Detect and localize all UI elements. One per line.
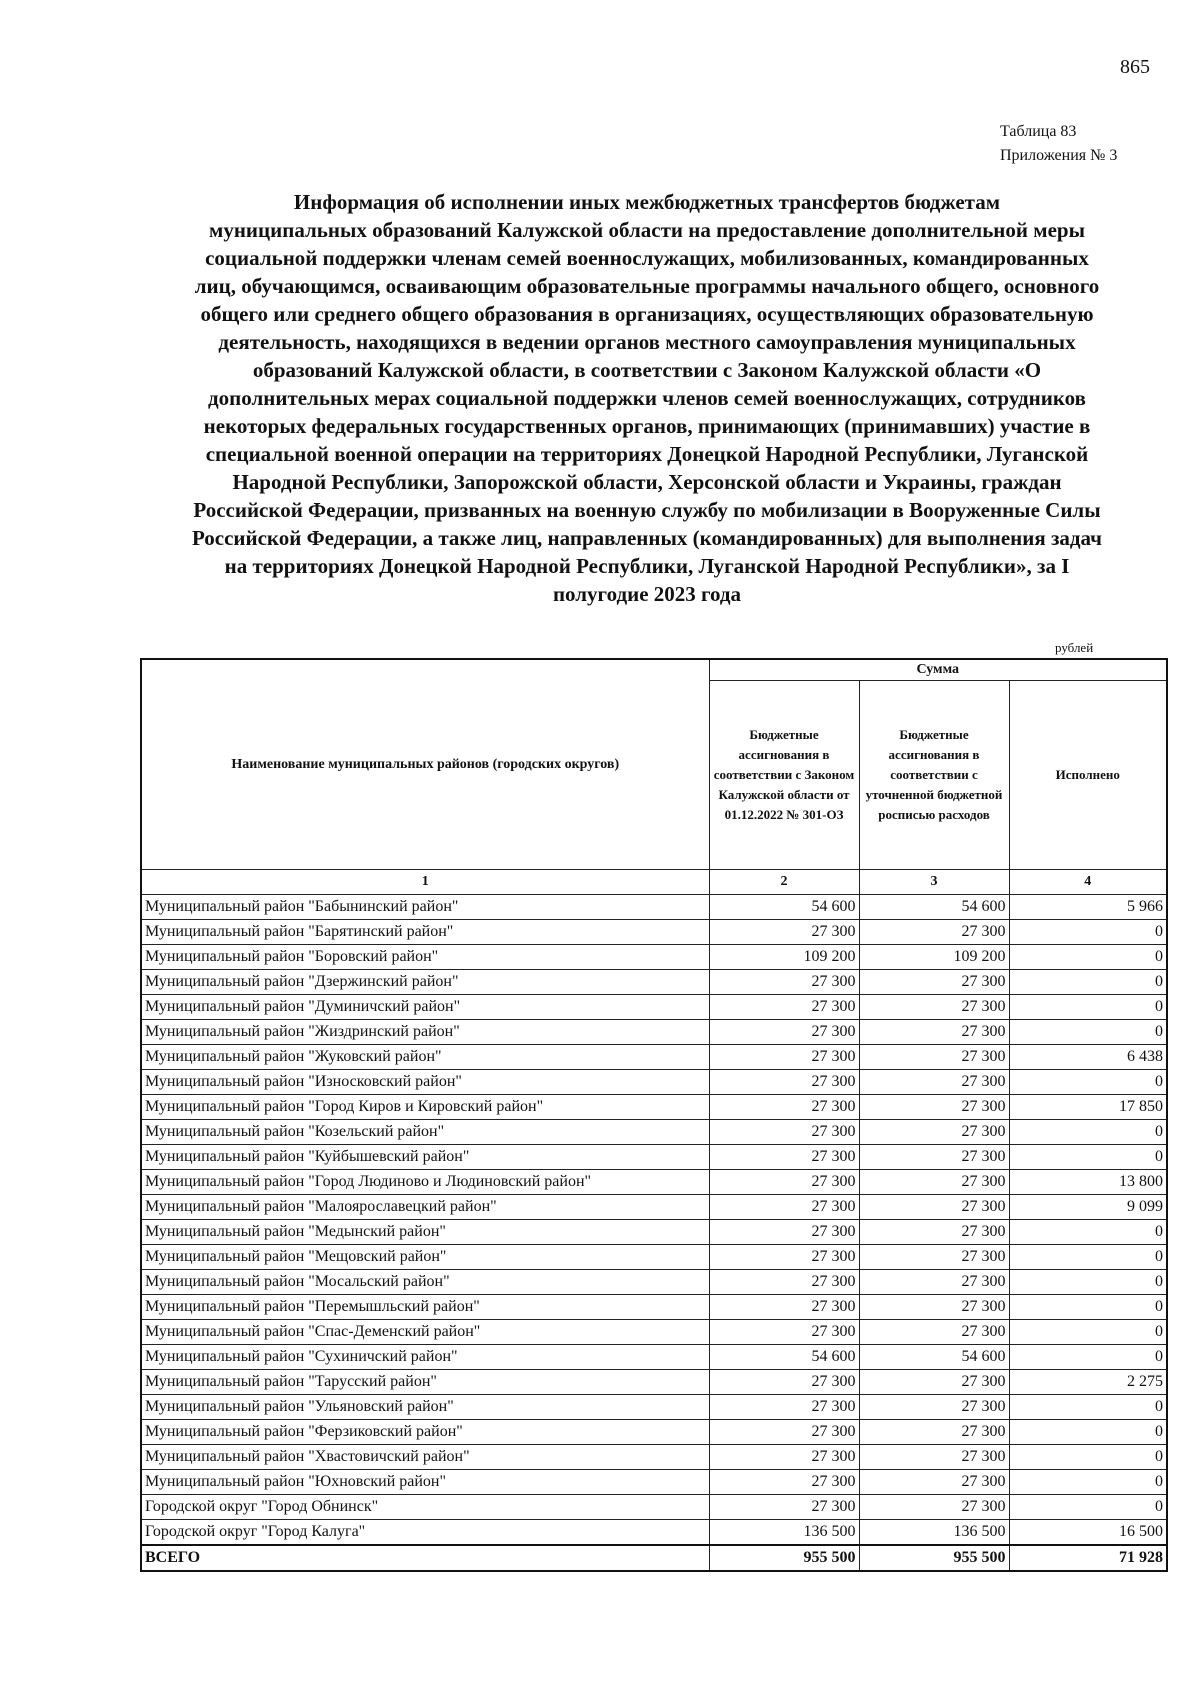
table-row bbox=[141, 1095, 1167, 1120]
refined-allocation: 27 300 bbox=[859, 970, 1009, 995]
executed-amount: 0 bbox=[1009, 1495, 1167, 1520]
executed-amount: 0 bbox=[1009, 1445, 1167, 1470]
title-line: деятельность, находящихся в ведении органов местного самоуправления муниципальных bbox=[218, 330, 1076, 354]
law-allocation: 27 300 bbox=[709, 1320, 859, 1345]
total-row bbox=[141, 1545, 1167, 1571]
law-allocation: 27 300 bbox=[709, 1395, 859, 1420]
law-allocation: 27 300 bbox=[709, 1245, 859, 1270]
table-row bbox=[141, 1220, 1167, 1245]
refined-allocation: 27 300 bbox=[859, 1070, 1009, 1095]
title-line: Информация об исполнении иных межбюджетных трансфертов бюджетам bbox=[293, 190, 1001, 214]
executed-amount: 0 bbox=[1009, 1345, 1167, 1370]
refined-allocation: 27 300 bbox=[859, 1245, 1009, 1270]
table-row bbox=[141, 1445, 1167, 1470]
executed-amount: 0 bbox=[1009, 1320, 1167, 1345]
table-row bbox=[141, 920, 1167, 945]
law-allocation: 27 300 bbox=[709, 1220, 859, 1245]
table-row bbox=[141, 1170, 1167, 1195]
law-allocation: 27 300 bbox=[709, 1470, 859, 1495]
law-allocation: 27 300 bbox=[709, 1045, 859, 1070]
law-allocation: 27 300 bbox=[709, 970, 859, 995]
law-allocation: 27 300 bbox=[709, 1370, 859, 1395]
executed-amount: 0 bbox=[1009, 1220, 1167, 1245]
executed-amount: 16 500 bbox=[1009, 1520, 1167, 1546]
title-line: образований Калужской области, в соответствии с Законом Калужской области «О bbox=[252, 358, 1042, 382]
law-allocation: 27 300 bbox=[709, 1170, 859, 1195]
municipality-name: Муниципальный район "Город Людиново и Людиновский район" bbox=[141, 1170, 709, 1195]
table-row bbox=[141, 1295, 1167, 1320]
table-body bbox=[141, 895, 1167, 1546]
law-allocation: 27 300 bbox=[709, 1295, 859, 1320]
column-number: 2 bbox=[709, 870, 859, 895]
table-row bbox=[141, 995, 1167, 1020]
executed-amount: 2 275 bbox=[1009, 1370, 1167, 1395]
total-law: 955 500 bbox=[709, 1545, 859, 1571]
law-allocation: 109 200 bbox=[709, 945, 859, 970]
law-allocation: 54 600 bbox=[709, 1345, 859, 1370]
executed-amount: 17 850 bbox=[1009, 1095, 1167, 1120]
law-allocation: 27 300 bbox=[709, 1095, 859, 1120]
document-title bbox=[132, 188, 1162, 608]
refined-allocation: 54 600 bbox=[859, 895, 1009, 920]
municipality-name: Муниципальный район "Жуковский район" bbox=[141, 1045, 709, 1070]
municipality-name: Муниципальный район "Мещовский район" bbox=[141, 1245, 709, 1270]
municipality-name: Муниципальный район "Медынский район" bbox=[141, 1220, 709, 1245]
table-row bbox=[141, 1270, 1167, 1295]
municipality-name: Муниципальный район "Город Киров и Кировский район" bbox=[141, 1095, 709, 1120]
law-allocation: 27 300 bbox=[709, 1145, 859, 1170]
municipality-name: Муниципальный район "Спас-Деменский район" bbox=[141, 1320, 709, 1345]
executed-amount: 6 438 bbox=[1009, 1045, 1167, 1070]
transfers-table bbox=[140, 658, 1168, 1572]
total-label: ВСЕГО bbox=[141, 1545, 709, 1571]
table-row bbox=[141, 1495, 1167, 1520]
refined-allocation: 27 300 bbox=[859, 1220, 1009, 1245]
table-row bbox=[141, 1120, 1167, 1145]
table-row bbox=[141, 1470, 1167, 1495]
executed-amount: 0 bbox=[1009, 1120, 1167, 1145]
executed-amount: 0 bbox=[1009, 1395, 1167, 1420]
municipality-name: Городской округ "Город Обнинск" bbox=[141, 1495, 709, 1520]
municipality-name: Муниципальный район "Юхновский район" bbox=[141, 1470, 709, 1495]
title-line: дополнительных мерах социальной поддержки членов семей военнослужащих, сотрудников bbox=[208, 386, 1086, 410]
table-row bbox=[141, 970, 1167, 995]
title-line: Российской Федерации, а также лиц, направленных (командированных) для выполнения задач bbox=[191, 526, 1103, 550]
table-row bbox=[141, 1345, 1167, 1370]
title-line: полугодие 2023 года bbox=[552, 582, 742, 606]
refined-allocation: 27 300 bbox=[859, 1195, 1009, 1220]
title-line: на территориях Донецкой Народной Республики, Луганской Народной Республики», за I bbox=[224, 554, 1070, 578]
column-number: 4 bbox=[1009, 870, 1167, 895]
column-numbers-row bbox=[141, 870, 1167, 895]
title-line: Народной Республики, Запорожской области, Херсонской области и Украины, граждан bbox=[232, 470, 1062, 494]
municipality-name: Муниципальный район "Сухиничский район" bbox=[141, 1345, 709, 1370]
units-label: рублей bbox=[1055, 640, 1094, 655]
refined-allocation: 27 300 bbox=[859, 1420, 1009, 1445]
table-row bbox=[141, 1020, 1167, 1045]
refined-allocation: 27 300 bbox=[859, 920, 1009, 945]
executed-amount: 5 966 bbox=[1009, 895, 1167, 920]
title-line: специальной военной операции на территориях Донецкой Народной Республики, Луганской bbox=[205, 442, 1089, 466]
executed-amount: 0 bbox=[1009, 1145, 1167, 1170]
municipality-name: Муниципальный район "Ульяновский район" bbox=[141, 1395, 709, 1420]
municipality-name: Муниципальный район "Ферзиковский район" bbox=[141, 1420, 709, 1445]
total-refined: 955 500 bbox=[859, 1545, 1009, 1571]
refined-allocation: 54 600 bbox=[859, 1345, 1009, 1370]
municipality-name: Муниципальный район "Жиздринский район" bbox=[141, 1020, 709, 1045]
table-row bbox=[141, 1195, 1167, 1220]
municipality-name: Городской округ "Город Калуга" bbox=[141, 1520, 709, 1546]
refined-allocation: 27 300 bbox=[859, 1495, 1009, 1520]
title-line: лиц, обучающимся, осваивающим образовательные программы начального общего, основного bbox=[194, 274, 1100, 298]
municipality-name: Муниципальный район "Износковский район" bbox=[141, 1070, 709, 1095]
table-row bbox=[141, 1395, 1167, 1420]
municipality-name: Муниципальный район "Хвастовичский район" bbox=[141, 1445, 709, 1470]
municipality-name: Муниципальный район "Куйбышевский район" bbox=[141, 1145, 709, 1170]
refined-allocation: 109 200 bbox=[859, 945, 1009, 970]
law-allocation: 27 300 bbox=[709, 995, 859, 1020]
refined-allocation: 27 300 bbox=[859, 1445, 1009, 1470]
title-line: муниципальных образований Калужской области на предоставление дополнительной меры bbox=[209, 218, 1085, 242]
municipality-name: Муниципальный район "Малоярославецкий район" bbox=[141, 1195, 709, 1220]
refined-allocation: 27 300 bbox=[859, 1020, 1009, 1045]
header-law-allocations: Бюджетные ассигнования в соответствии с Законом Калужской области от 01.12.2022 № 301-ОЗ bbox=[709, 681, 859, 870]
header-refined-allocations: Бюджетные ассигнования в соответствии с уточненной бюджетной росписью расходов bbox=[859, 681, 1009, 870]
executed-amount: 0 bbox=[1009, 920, 1167, 945]
executed-amount: 0 bbox=[1009, 945, 1167, 970]
executed-amount: 0 bbox=[1009, 970, 1167, 995]
refined-allocation: 27 300 bbox=[859, 1295, 1009, 1320]
table-row bbox=[141, 945, 1167, 970]
law-allocation: 27 300 bbox=[709, 1195, 859, 1220]
refined-allocation: 27 300 bbox=[859, 995, 1009, 1020]
municipality-name: Муниципальный район "Боровский район" bbox=[141, 945, 709, 970]
table-row bbox=[141, 1045, 1167, 1070]
law-allocation: 27 300 bbox=[709, 1270, 859, 1295]
municipality-name: Муниципальный район "Барятинский район" bbox=[141, 920, 709, 945]
executed-amount: 13 800 bbox=[1009, 1170, 1167, 1195]
refined-allocation: 136 500 bbox=[859, 1520, 1009, 1546]
table-row bbox=[141, 1420, 1167, 1445]
title-line: некоторых федеральных государственных органов, принимающих (принимавших) участие в bbox=[203, 414, 1091, 438]
law-allocation: 27 300 bbox=[709, 920, 859, 945]
table-row bbox=[141, 1070, 1167, 1095]
table-label: Таблица 83 bbox=[1000, 123, 1077, 140]
header-executed: Исполнено bbox=[1009, 681, 1167, 870]
executed-amount: 0 bbox=[1009, 995, 1167, 1020]
law-allocation: 27 300 bbox=[709, 1495, 859, 1520]
law-allocation: 27 300 bbox=[709, 1120, 859, 1145]
executed-amount: 0 bbox=[1009, 1020, 1167, 1045]
refined-allocation: 27 300 bbox=[859, 1470, 1009, 1495]
column-number: 1 bbox=[141, 870, 709, 895]
refined-allocation: 27 300 bbox=[859, 1120, 1009, 1145]
executed-amount: 9 099 bbox=[1009, 1195, 1167, 1220]
refined-allocation: 27 300 bbox=[859, 1095, 1009, 1120]
header-name: Наименование муниципальных районов (городских округов) bbox=[141, 659, 709, 870]
table-row bbox=[141, 895, 1167, 920]
law-allocation: 27 300 bbox=[709, 1420, 859, 1445]
executed-amount: 0 bbox=[1009, 1470, 1167, 1495]
law-allocation: 54 600 bbox=[709, 895, 859, 920]
municipality-name: Муниципальный район "Дзержинский район" bbox=[141, 970, 709, 995]
refined-allocation: 27 300 bbox=[859, 1320, 1009, 1345]
refined-allocation: 27 300 bbox=[859, 1045, 1009, 1070]
executed-amount: 0 bbox=[1009, 1245, 1167, 1270]
refined-allocation: 27 300 bbox=[859, 1370, 1009, 1395]
municipality-name: Муниципальный район "Мосальский район" bbox=[141, 1270, 709, 1295]
municipality-name: Муниципальный район "Думиничский район" bbox=[141, 995, 709, 1020]
executed-amount: 0 bbox=[1009, 1295, 1167, 1320]
executed-amount: 0 bbox=[1009, 1270, 1167, 1295]
title-line: общего или среднего общего образования в организациях, осуществляющих образовательную bbox=[200, 302, 1094, 326]
refined-allocation: 27 300 bbox=[859, 1170, 1009, 1195]
header-sum: Сумма bbox=[709, 659, 1167, 681]
appendix-label: Приложения № 3 bbox=[1000, 147, 1118, 164]
law-allocation: 27 300 bbox=[709, 1070, 859, 1095]
table-row bbox=[141, 1370, 1167, 1395]
executed-amount: 0 bbox=[1009, 1420, 1167, 1445]
page-number: 865 bbox=[1120, 56, 1150, 78]
title-line: Российской Федерации, призванных на военную службу по мобилизации в Вооруженные Силы bbox=[193, 498, 1101, 522]
municipality-name: Муниципальный район "Козельский район" bbox=[141, 1120, 709, 1145]
table-row bbox=[141, 1245, 1167, 1270]
law-allocation: 27 300 bbox=[709, 1020, 859, 1045]
table-row bbox=[141, 1320, 1167, 1345]
municipality-name: Муниципальный район "Перемышльский район" bbox=[141, 1295, 709, 1320]
law-allocation: 136 500 bbox=[709, 1520, 859, 1546]
municipality-name: Муниципальный район "Тарусский район" bbox=[141, 1370, 709, 1395]
refined-allocation: 27 300 bbox=[859, 1270, 1009, 1295]
title-line: социальной поддержки членам семей военнослужащих, мобилизованных, командированных bbox=[205, 246, 1089, 270]
law-allocation: 27 300 bbox=[709, 1445, 859, 1470]
refined-allocation: 27 300 bbox=[859, 1145, 1009, 1170]
refined-allocation: 27 300 bbox=[859, 1395, 1009, 1420]
total-executed: 71 928 bbox=[1009, 1545, 1167, 1571]
table-row bbox=[141, 1520, 1167, 1546]
table-row bbox=[141, 1145, 1167, 1170]
executed-amount: 0 bbox=[1009, 1070, 1167, 1095]
table-reference bbox=[1000, 120, 1117, 168]
municipality-name: Муниципальный район "Бабынинский район" bbox=[141, 895, 709, 920]
column-number: 3 bbox=[859, 870, 1009, 895]
